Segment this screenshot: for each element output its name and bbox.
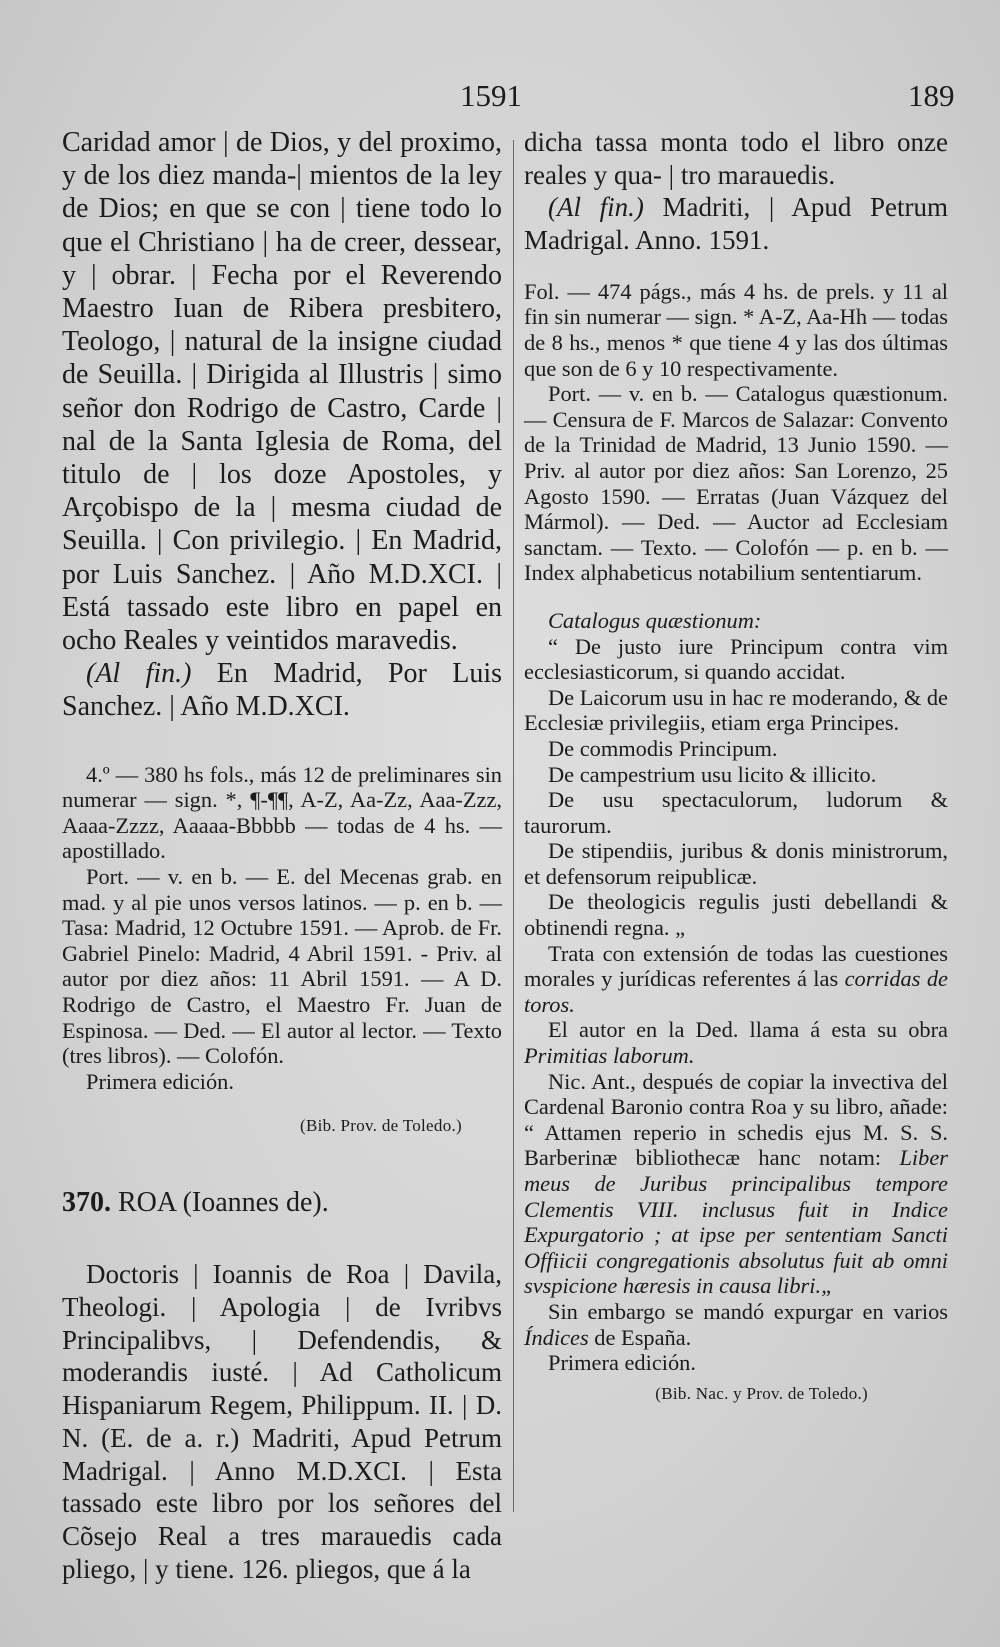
colophon-text: En Madrid, Por Luis Sanchez. | Año M.D.XCI. [62, 658, 503, 723]
entry-370-number: 370. [62, 1187, 111, 1219]
entry-370-continuation: dicha tassa monta todo el libro onze reales y qua- | tro marauedis. [524, 127, 948, 190]
catalog-item: De stipendiis, juribus & donis ministrorum, et defensorum reipublicæ. [524, 838, 948, 889]
catalog-item: De Laicorum usu in hac re moderando, & de Ecclesiæ privilegiis, etiam erga Principes. [524, 684, 948, 736]
column-divider [513, 140, 514, 1512]
catalog-item: De commodis Principum. [548, 735, 778, 761]
colophon-text: Madriti, | Apud Petrum Madrigal. Anno. 1591. [524, 192, 948, 256]
entry-370-heading [62, 1186, 502, 1220]
nic-italic: Liber meus de Juribus principalibus tempore Clementis VIII. inclusus fuit in Indice Expurgatorio ; at ipse per sententiam Sancti Offiicii congregationis absolutus fuit ab omni svspicione hæresis in causa libri.„ [524, 1145, 948, 1299]
entry-370-author: ROA (Ioannes de). [118, 1187, 329, 1219]
entry-370-title-text: Doctoris | Ioannis de Roa | Davila, Theologi. | Apologia | de Ivribvs Principalibvs, | Defendendis, & moderandis iusté. | Ad Catholicum Hispaniarum Regem, Philippum. II. | D. N. (E. de a. r.) Madriti, Apud Petrum Madrigal. | Anno M.D.XCI. | Esta tassado este libro por los señores del Cõsejo Real a tres marauedis cada pliego, | y tiene. 126. pliegos, que á la [62, 1259, 502, 1584]
expurgar-italic: Índices [524, 1324, 589, 1350]
entry-369-contents: Port. — v. en b. — E. del Mecenas grab. en mad. y al pie unos versos latinos. — p. en b. — Tasa: Madrid, 12 Octubre 1591. — Aprob. de Fr. Gabriel Pinelo: Madrid, 4 Abril 1591. - Priv. al autor por diez años: 11 Abril 1591. — A D. Rodrigo de Castro, el Maestro Fr. Juan de Espinosa. — Ded. — El autor al lector. — Texto (tres libros). — Colofón. [62, 864, 502, 1069]
entry-370-contents: Port. — v. en b. — Catalogus quæstionum. — Censura de F. Marcos de Salazar: Convento de la Trinidad de Madrid, 13 Junio 1590. — Priv. al autor por diez años: San Lorenzo, 25 Agosto 1590. — Erratas (Juan Vázquez del Mármol). — Ded. — Auctor ad Ecclesiam sanctam. — Texto. — Colofón — p. en b. — Index alphabeticus notabilium sententiarum. [524, 381, 948, 586]
trata-italic: corridas de toros. [524, 966, 948, 1017]
entry-369-library: (Bib. Prov. de Toledo.) [300, 1116, 462, 1136]
dedic-text: El autor en la Ded. llama á esta su obra [548, 1017, 948, 1043]
entry-369-title-text: Caridad amor | de Dios, y del proximo, y de los diez manda-| mientos de la ley de Dios; en que se con | tiene todo lo que el Christiano | ha de creer, dessear, y | obrar. | Fecha por el Reverendo Maestro Iuan de Ribera presbitero, Teologo, | natural de la insigne ciudad de Seuilla. | Dirigida al Illustris | simo señor don Rodrigo de Castro, Carde | nal de la Santa Iglesia de Roma, del titulo de | los doze Apostoles, y Arçobispo de la | mesma ciudad de Seuilla. | Con privilegio. | En Madrid, por Luis Sanchez. | Año M.D.XCI. | Está tassado este libro en papel en ocho Reales y veintidos maravedis. [62, 127, 502, 657]
nic-antonio-note [524, 1069, 948, 1299]
trata-text: Trata con extensión de todas las cuestiones morales y jurídicas referentes á las [524, 940, 948, 992]
catalog-heading: Catalogus quæstionum: [548, 607, 762, 633]
catalog-item: De campestrium usu licito & illicito. [548, 761, 877, 787]
entry-370-edition: Primera edición. [548, 1350, 696, 1376]
entry-369-colophon [62, 657, 502, 723]
trata-note [524, 941, 948, 1018]
expurgar-end: de España. [594, 1324, 692, 1350]
right-column [524, 126, 948, 1404]
catalog-item: De usu spectaculorum, ludorum & taurorum. [524, 787, 948, 838]
colophon-label: (Al fin.) [548, 192, 644, 223]
page-header-year: 1591 [460, 78, 522, 113]
catalog-item: De theologicis regulis justi debellandi & obtinendi regna. „ [524, 889, 948, 941]
expurgar-text: Sin embargo se mandó expurgar en varios [548, 1298, 948, 1324]
catalog-list [524, 634, 948, 941]
page-number: 189 [908, 78, 955, 113]
catalog-item: “ De justo iure Principum contra vim ecclesiasticorum, si quando accidat. [524, 633, 948, 685]
entry-369-edition: Primera edición. [86, 1068, 234, 1094]
left-column [62, 126, 502, 1585]
entry-370-colophon [524, 191, 948, 256]
nic-text: Nic. Ant., después de copiar la invectiva del Cardenal Baronio contra Roa y su libro, añade: “ Attamen reperio in schedis ejus M. S. S. Barberinæ bibliothecæ hanc notam: [524, 1068, 948, 1171]
expurgar-note [524, 1299, 948, 1350]
entry-370-library: (Bib. Nac. y Prov. de Toledo.) [655, 1383, 868, 1403]
dedic-italic: Primitias laborum. [524, 1043, 695, 1069]
entry-369-collation: 4.º — 380 hs fols., más 12 de preliminares sin numerar — sign. *, ¶-¶¶, A-Z, Aa-Zz, Aaa-Zzz, Aaaa-Zzzz, Aaaaa-Bbbbb — todas de 4 hs. — apostillado. [62, 761, 502, 864]
entry-370-collation: Fol. — 474 págs., más 4 hs. de prels. y 11 al fin sin numerar — sign. * A-Z, Aa-Hh — todas de 8 hs., menos * que tiene 4 y las dos últimas que son de 6 y 10 respectivamente. [524, 278, 948, 381]
dedication-note [524, 1017, 948, 1068]
colophon-label: (Al fin.) [86, 658, 192, 690]
